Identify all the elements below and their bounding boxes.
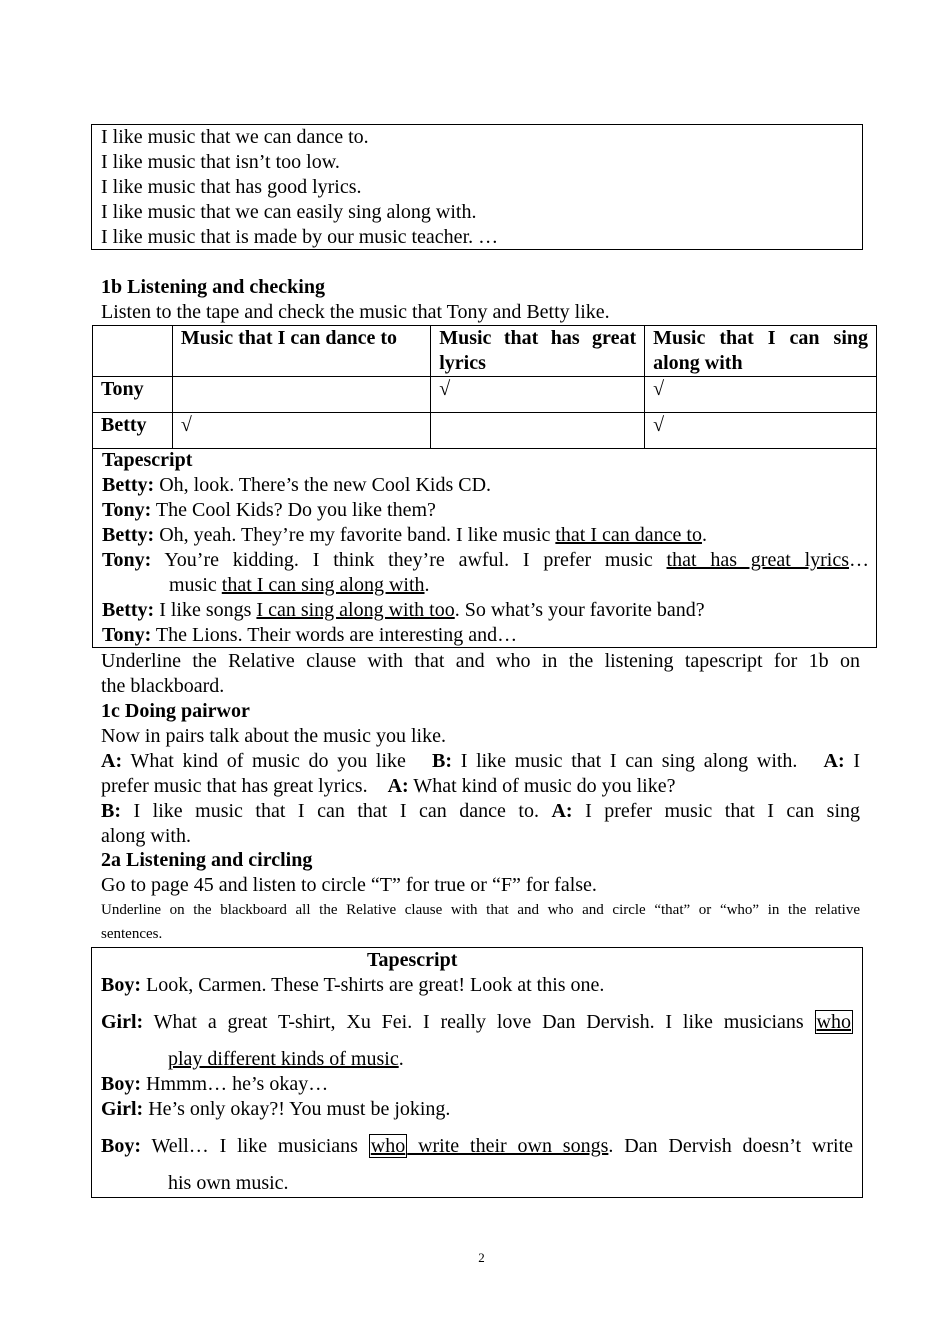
table-header: Music that has great lyrics — [431, 326, 645, 377]
tapescript-line: play different kinds of music. — [168, 1048, 404, 1070]
tapescript-line: Girl: He’s only okay?! You must be joking. — [101, 1098, 451, 1120]
section-2a-note-cont: sentences. — [101, 926, 163, 942]
tapescript-line: his own music. — [168, 1172, 289, 1194]
tapescript-line: Girl: What a great T-shirt, Xu Fei. I really love Dan Dervish. I like musicians who — [101, 1011, 851, 1033]
section-1c-heading: 1c Doing pairwor — [101, 700, 250, 722]
row-name: Betty — [93, 413, 173, 449]
tapescript-line: music that I can sing along with. — [169, 574, 430, 596]
section-1c-instruction: Now in pairs talk about the music you like. — [101, 725, 446, 747]
tapescript-2a-box — [91, 947, 863, 1198]
tapescript-1b-box — [92, 447, 877, 648]
section-1b-instruction: Listen to the tape and check the music that Tony and Betty like. — [101, 301, 610, 323]
circled-who: who — [370, 1135, 406, 1157]
page-number: 2 — [478, 1250, 485, 1265]
checking-table — [92, 325, 877, 449]
tapescript-line: Tony: The Lions. Their words are interesting and… — [102, 624, 518, 646]
tapescript-line: Betty: I like songs I can sing along with too. So what’s your favorite band? — [102, 599, 705, 621]
section-2a-note: Underline on the blackboard all the Relative clause with that and who and circle “that” or “who” in the relative — [101, 902, 860, 918]
intro-line: I like music that isn’t too low. — [101, 151, 340, 173]
table-row — [93, 413, 877, 449]
table-header: Music that I can sing along with — [645, 326, 877, 377]
dialogue-line: along with. — [101, 825, 191, 847]
tapescript-title: Tapescript — [102, 449, 193, 471]
row-name: Tony — [93, 377, 173, 413]
check-cell — [431, 413, 645, 449]
check-cell: √ — [172, 413, 430, 449]
section-1b-heading: 1b Listening and checking — [101, 276, 325, 298]
tapescript-line: Tony: You’re kidding. I think they’re awful. I prefer music that has great lyrics… — [102, 549, 869, 571]
relative-clause-instruction-cont: the blackboard. — [101, 675, 225, 697]
dialogue-line: A: What kind of music do you like B: I like music that I can sing along with. A: I — [101, 750, 860, 772]
intro-line: I like music that we can dance to. — [101, 126, 369, 148]
tapescript-line: Boy: Well… I like musicians who write their own songs. Dan Dervish doesn’t write — [101, 1135, 854, 1157]
circled-who: who — [816, 1011, 851, 1033]
intro-line: I like music that is made by our music teacher. … — [101, 226, 499, 248]
section-2a-instruction: Go to page 45 and listen to circle “T” for true or “F” for false. — [101, 874, 597, 896]
tapescript-line: Betty: Oh, yeah. They’re my favorite band. I like music that I can dance to. — [102, 524, 707, 546]
intro-box — [91, 124, 863, 250]
table-header: Music that I can dance to — [172, 326, 430, 377]
check-cell: √ — [645, 377, 877, 413]
intro-line: I like music that we can easily sing along with. — [101, 201, 477, 223]
check-cell: √ — [431, 377, 645, 413]
tapescript-title: Tapescript — [367, 949, 458, 971]
tapescript-line: Betty: Oh, look. There’s the new Cool Kids CD. — [102, 474, 492, 496]
dialogue-line: B: I like music that I can that I can dance to. A: I prefer music that I can sing — [101, 800, 861, 822]
table-corner-cell — [93, 326, 173, 377]
section-2a-heading: 2a Listening and circling — [101, 849, 313, 871]
intro-line: I like music that has good lyrics. — [101, 176, 362, 198]
dialogue-line: prefer music that has great lyrics. A: What kind of music do you like? — [101, 775, 676, 797]
check-cell — [172, 377, 430, 413]
tapescript-line: Tony: The Cool Kids? Do you like them? — [102, 499, 436, 521]
table-row — [93, 377, 877, 413]
tapescript-line: Boy: Look, Carmen. These T-shirts are great! Look at this one. — [101, 974, 605, 996]
check-cell: √ — [645, 413, 877, 449]
relative-clause-instruction: Underline the Relative clause with that and who in the listening tapescript for 1b on — [101, 650, 860, 672]
tapescript-line: Boy: Hmmm… he’s okay… — [101, 1073, 329, 1095]
